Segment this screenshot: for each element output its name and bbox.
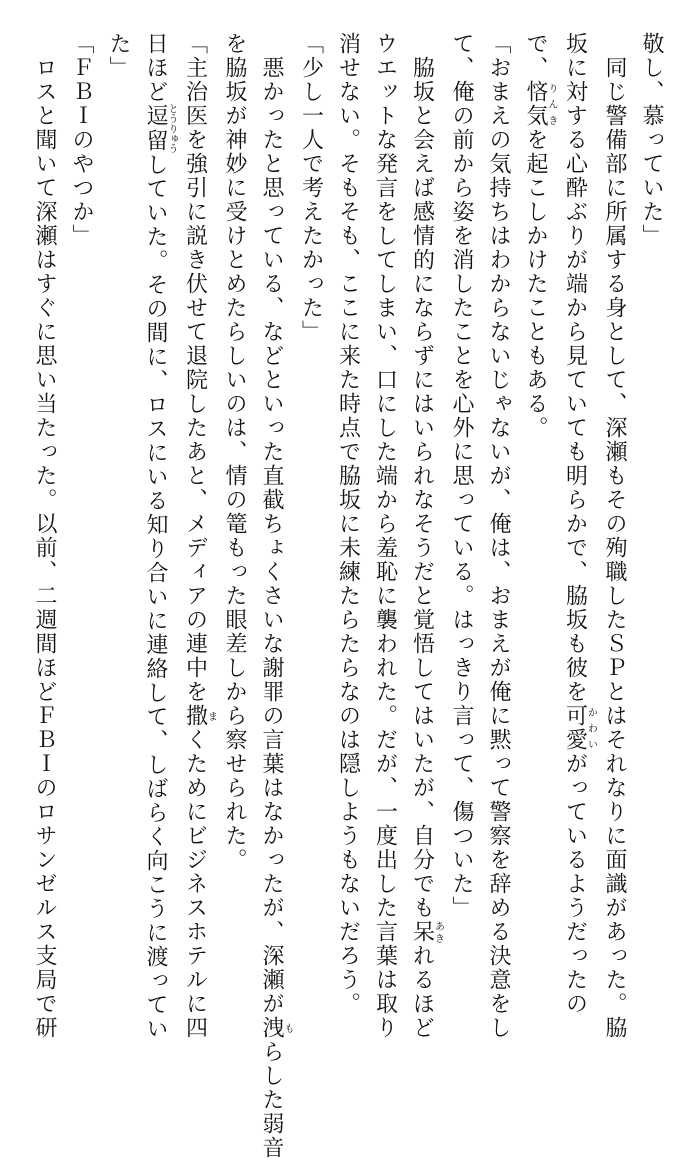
text-line-4: で、悋気りんきを起こしかけたこともある。 [523, 32, 557, 440]
text-line-9: 消せない。そもそも、ここに来た時点で脇坂に未練たらたらなのは隠しようもないだろう。 [335, 32, 361, 1016]
furigana-word: 逗留とうりゅう [143, 103, 177, 154]
furigana-word: 撒ま [182, 704, 217, 728]
text-line-2: 同じ警備部に所属する身として、深瀬もその殉職したＳＰとはそれなりに面識があった。脇 [602, 32, 627, 1040]
text-line-11: 悪かったと思っている、などといった直截ちょくさいな謝罪の言葉はなかったが、深瀬が洩もらした弱音 [259, 32, 293, 1160]
text-line-5: 「おまえの気持ちはわからないじゃないが、俺は、おまえが俺に黙って警察を辞める決意をし [486, 32, 511, 1040]
text-line-12: を脇坂が神妙に受けとめたらしいのは、情の篭もった眼差しから察せられた。 [222, 32, 247, 872]
furigana-reading: とうりゅう [166, 103, 177, 154]
text-line-15: た」 [106, 32, 131, 80]
furigana-reading: かわい [585, 704, 597, 752]
furigana-word: 可愛かわい [562, 704, 597, 752]
text-line-8: ウエットな発言をしてしまい、口にした端から羞恥に襲われた。だが、一度出した言葉は取り [372, 32, 398, 1040]
furigana-word: 悋気りんき [523, 80, 557, 128]
text-line-16: 「ＦＢＩのやつか」 [69, 32, 94, 248]
text-line-6: て、俺の前から姿を消したことを心外に思っている。はっきり言って、傷ついた」 [449, 32, 474, 920]
vertical-text-body [20, 32, 670, 1160]
text-line-10: 「少し一人で考えたかった」 [298, 32, 324, 344]
text-line-7: 脇坂と会えば感情的にならずにはいられなそうだと覚悟してはいたが、自分でも呆あきれるほど [409, 32, 444, 1040]
text-line-13: 「主治医を強引に説き伏せて退院したあと、メディアの連中を撒まくためにビジネスホテルに四 [182, 32, 217, 1040]
text-line-3: 坂に対する心酔ぶりが端から見ていても明らかで、脇坂も彼を可愛かわいがっているようだったの [562, 32, 597, 1016]
text-line-17: ロスと聞いて深瀬はすぐに思い当たった。以前、二週間ほどＦＢＩのロサンゼルス支局で研 [32, 32, 57, 1040]
furigana-reading: も [282, 1016, 293, 1040]
furigana-word: 洩も [259, 1016, 293, 1040]
furigana-reading: ま [205, 704, 217, 728]
furigana-word: 呆あき [409, 920, 444, 944]
furigana-reading: りんき [546, 80, 557, 128]
text-line-14: 日ほど逗留とうりゅうしていた。その間に、ロスにいる知り合いに連絡して、しばらく向こうに渡ってい [143, 32, 177, 1041]
furigana-reading: あき [432, 920, 444, 944]
text-line-1: 敬し、慕っていた」 [639, 32, 664, 248]
